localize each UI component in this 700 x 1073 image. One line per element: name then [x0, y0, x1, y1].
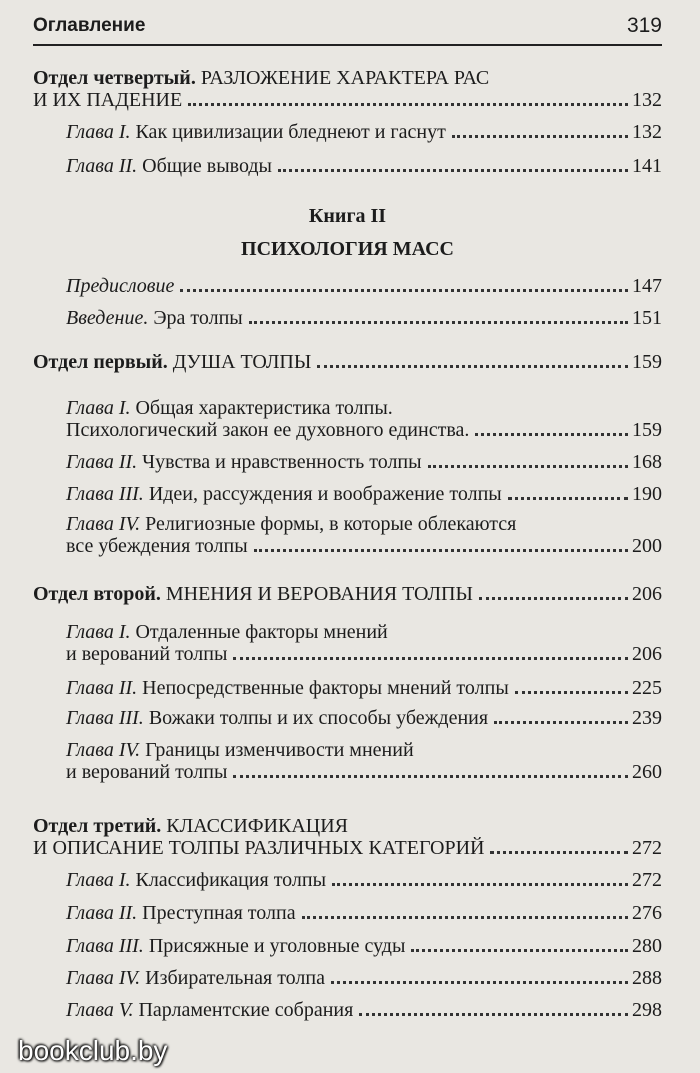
- toc-entry-line1: Глава IV. Границы изменчивости мнений: [66, 739, 414, 761]
- toc-entry: Психологический закон ее духовного единства. 159: [66, 419, 662, 441]
- toc-entry: и верований толпы 260: [66, 761, 662, 783]
- watermark: bookclub.by: [18, 1035, 168, 1066]
- part3-heading-line1: Отдел третий. КЛАССИФИКАЦИЯ: [33, 815, 349, 837]
- toc-entry: Глава III. Присяжные и уголовные суды 280: [66, 935, 662, 957]
- toc-entry: Глава II. Общие выводы 141: [66, 155, 662, 177]
- toc-entry: Глава II. Преступная толпа 276: [66, 902, 662, 924]
- part1-heading: Отдел первый. ДУША ТОЛПЫ 159: [33, 351, 662, 373]
- toc-entry: все убеждения толпы 200: [66, 535, 662, 557]
- part2-heading: Отдел второй. МНЕНИЯ И ВЕРОВАНИЯ ТОЛПЫ 206: [33, 583, 662, 605]
- toc-entry: Глава II. Чувства и нравственность толпы 168: [66, 451, 662, 473]
- toc-entry-line1: Глава I. Общая характеристика толпы.: [66, 397, 393, 419]
- toc-entry: Глава II. Непосредственные факторы мнений толпы 225: [66, 677, 662, 699]
- page-number: 319: [626, 14, 662, 37]
- toc-entry: Предисловие 147: [66, 275, 662, 297]
- part3-heading-line2: И ОПИСАНИЕ ТОЛПЫ РАЗЛИЧНЫХ КАТЕГОРИЙ 272: [33, 837, 662, 859]
- toc-entry: Введение. Эра толпы 151: [66, 307, 662, 329]
- book-title: ПСИХОЛОГИЯ МАСС: [241, 238, 454, 260]
- toc-entry-line1: Глава I. Отдаленные факторы мнений: [66, 621, 388, 643]
- book-label: Книга II: [308, 205, 387, 227]
- toc-entry: Глава I. Классификация толпы 272: [66, 869, 662, 891]
- header-title: Оглавление: [33, 15, 146, 36]
- toc-entry: Глава III. Вожаки толпы и их способы убеждения 239: [66, 707, 662, 729]
- part4-heading-line2: И ИХ ПАДЕНИЕ 132: [33, 89, 662, 111]
- running-header: [33, 8, 662, 46]
- toc-entry-line1: Глава IV. Религиозные формы, в которые облекаются: [66, 513, 517, 535]
- toc-entry: и верований толпы 206: [66, 643, 662, 665]
- toc-entry: Глава III. Идеи, рассуждения и воображение толпы 190: [66, 483, 662, 505]
- toc-entry: Глава IV. Избирательная толпа 288: [66, 967, 662, 989]
- part4-heading-line1: Отдел четвертый. РАЗЛОЖЕНИЕ ХАРАКТЕРА РАС: [33, 67, 490, 89]
- toc-entry: Глава I. Как цивилизации бледнеют и гаснут 132: [66, 121, 662, 143]
- toc-entry: Глава V. Парламентские собрания 298: [66, 999, 662, 1021]
